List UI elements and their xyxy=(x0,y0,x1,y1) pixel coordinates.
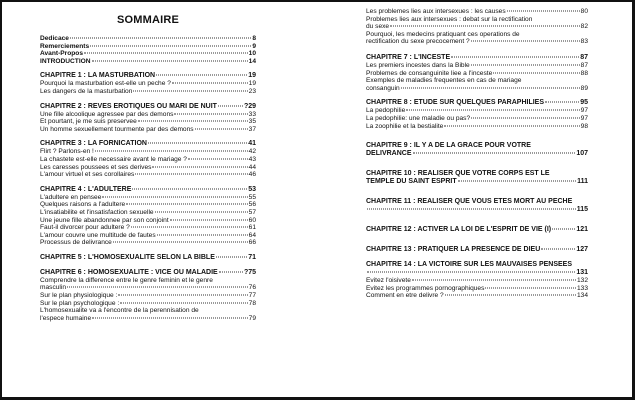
toc-page-number: 95 xyxy=(580,99,588,107)
toc-entry[interactable] xyxy=(40,171,256,179)
toc-right-column xyxy=(366,8,588,300)
toc-page-number: 82 xyxy=(580,23,588,31)
leader-dots xyxy=(118,295,247,296)
toc-chapter[interactable] xyxy=(40,103,256,111)
leader-dots xyxy=(451,56,579,57)
leader-dots xyxy=(170,219,248,220)
toc-entry[interactable] xyxy=(366,8,588,16)
toc-entry[interactable] xyxy=(366,62,588,70)
leader-dots xyxy=(84,53,248,54)
leader-dots xyxy=(188,158,248,159)
toc-page-number: 83 xyxy=(580,38,588,46)
toc-entry[interactable] xyxy=(40,35,256,43)
toc-entry-text: L'insatiabilite et l'insatisfaction sexuelle xyxy=(40,208,154,216)
toc-entry-text: CHAPITRE 4 : L'ADULTERE xyxy=(40,185,132,193)
leader-dots xyxy=(90,45,251,46)
leader-dots xyxy=(155,211,248,212)
leader-dots xyxy=(445,295,576,296)
toc-entry-text: Une fille alcoolique agressee par des demons xyxy=(40,110,174,118)
leader-dots xyxy=(485,287,576,288)
leader-dots xyxy=(507,11,580,12)
toc-entry[interactable] xyxy=(40,292,256,300)
leader-dots xyxy=(458,181,576,182)
toc-entry-text: Dedicace xyxy=(40,35,69,42)
toc-entry-text: Les dangers de la masturbation xyxy=(40,87,133,95)
toc-entry-text: Pourquoi la masturbation est-elle un peche ? xyxy=(40,80,171,88)
toc-entry-text: L'adultere en pensee xyxy=(40,193,102,201)
toc-page-number: 46 xyxy=(248,171,256,179)
toc-entry[interactable] xyxy=(40,209,256,217)
leader-dots xyxy=(412,280,576,281)
toc-entry[interactable] xyxy=(40,156,256,164)
toc-entry-text: Les problemes lies aux intersexues : les causes xyxy=(366,8,506,15)
leader-dots xyxy=(218,105,243,106)
toc-entry-text: CHAPITRE 7 : L'INCESTE xyxy=(366,53,451,61)
toc-page-number: 56 xyxy=(248,201,256,209)
leader-dots xyxy=(67,287,248,288)
toc-entry-line: CHAPITRE 10 : REALISER QUE VOTRE CORPS EST LE xyxy=(366,170,550,178)
toc-entry[interactable] xyxy=(366,115,588,123)
toc-entry[interactable] xyxy=(40,126,256,134)
toc-chapter[interactable] xyxy=(366,142,588,158)
toc-entry[interactable] xyxy=(40,118,256,126)
toc-entry[interactable] xyxy=(40,50,256,58)
toc-entry-text: CHAPITRE 13 : PRATIQUER LA PRESENCE DE DIEU xyxy=(366,246,541,254)
toc-entry-text: Avant-Propos xyxy=(40,50,83,58)
toc-entry-text: Un homme sexuellement tourmente par des demons xyxy=(40,125,194,133)
toc-page-number: 107 xyxy=(576,150,588,158)
toc-page-number: 77 xyxy=(248,292,256,300)
leader-dots xyxy=(133,90,247,91)
toc-entry-text: Flirt ? Parlons-en ! xyxy=(40,148,94,156)
toc-entry[interactable] xyxy=(366,16,588,31)
toc-entry-line: Comprendre la difference entre le genre feminin et le genre xyxy=(40,276,213,284)
toc-entry-text: Les caresses poussees et ses derives xyxy=(40,163,152,171)
toc-entry-text: masculin xyxy=(40,284,67,292)
toc-entry-text: Faut-il divorcer pour adultere ? xyxy=(40,224,130,232)
leader-dots xyxy=(541,249,575,250)
toc-entry-text: INTRODUCTION xyxy=(40,57,91,65)
toc-page-number: 87 xyxy=(580,53,588,61)
toc-entry-text: Comment en etre delivre ? xyxy=(366,292,444,300)
toc-entry-text: Sur le plan physiologique : xyxy=(40,292,118,300)
toc-page-number: 66 xyxy=(248,239,256,247)
leader-dots xyxy=(132,188,247,189)
toc-page-number: 134 xyxy=(576,292,588,300)
toc-page-number: 78 xyxy=(248,299,256,307)
toc-entry-text: du sexe xyxy=(366,23,390,31)
leader-dots xyxy=(70,38,251,39)
toc-entry-text: La pedophilie xyxy=(366,107,406,115)
toc-chapter[interactable] xyxy=(366,226,588,234)
leader-dots xyxy=(406,110,579,111)
toc-entry-text: CHAPITRE 12 : ACTIVER LA LOI DE L'ESPRIT DE VIE (I) xyxy=(366,226,552,234)
toc-entry[interactable] xyxy=(40,194,256,202)
leader-dots xyxy=(401,87,580,88)
toc-entry[interactable] xyxy=(40,58,256,66)
leader-dots xyxy=(367,272,575,273)
toc-entry[interactable] xyxy=(366,292,588,300)
toc-page-number: 88 xyxy=(580,69,588,77)
toc-page-number: 57 xyxy=(248,208,256,216)
toc-page-number: 23 xyxy=(248,87,256,95)
toc-page-number: 79 xyxy=(248,314,256,322)
toc-page-number: 121 xyxy=(576,226,588,234)
toc-entry-line: Pourquoi, les medecins pratiquant ces operations de xyxy=(366,30,520,38)
toc-page-number: 87 xyxy=(580,61,588,69)
toc-entry[interactable] xyxy=(40,217,256,225)
toc-entry-line: L'homosexualite va a l'encontre de la perennisation de xyxy=(40,307,199,315)
leader-dots xyxy=(413,153,576,154)
toc-entry-text: Et pourtant, je me suis preservee xyxy=(40,118,137,126)
toc-entry[interactable] xyxy=(366,31,588,46)
toc-page-number: 76 xyxy=(248,284,256,292)
leader-dots xyxy=(367,209,576,210)
toc-page-number: ?75 xyxy=(243,268,256,276)
toc-chapter[interactable] xyxy=(40,186,256,194)
toc-chapter[interactable] xyxy=(40,140,256,148)
toc-page-number: 19 xyxy=(248,72,256,80)
toc-page-number: 55 xyxy=(248,193,256,201)
leader-dots xyxy=(390,26,580,27)
toc-entry-text: consanguin xyxy=(366,84,400,92)
toc-page-number: ?29 xyxy=(243,102,256,110)
leader-dots xyxy=(444,125,579,126)
toc-chapter[interactable] xyxy=(366,54,588,62)
toc-entry-text: La chastete est-elle necessaire avant le mariage ? xyxy=(40,155,187,163)
toc-entry-text: TEMPLE DU SAINT ESPRIT xyxy=(366,178,457,186)
toc-chapter[interactable] xyxy=(40,72,256,80)
leader-dots xyxy=(131,227,248,228)
leader-dots xyxy=(156,75,247,76)
toc-page-number: 19 xyxy=(248,80,256,88)
toc-page-number: 44 xyxy=(248,163,256,171)
leader-dots xyxy=(148,143,247,144)
toc-chapter[interactable] xyxy=(366,170,588,186)
toc-entry[interactable] xyxy=(40,307,256,322)
toc-page-number: 53 xyxy=(248,185,256,193)
toc-chapter[interactable] xyxy=(366,198,588,214)
toc-entry[interactable] xyxy=(40,201,256,209)
leader-dots xyxy=(552,229,575,230)
leader-dots xyxy=(126,204,247,205)
toc-entry[interactable] xyxy=(366,70,588,78)
toc-entry-text: La pedophilie: une maladie ou pas? xyxy=(366,114,471,122)
toc-entry[interactable] xyxy=(40,300,256,308)
toc-entry[interactable] xyxy=(40,164,256,172)
toc-entry-text: Quelques raisons a l'adultere xyxy=(40,201,126,209)
leader-dots xyxy=(471,64,580,65)
toc-entry-text: Evitez l'oisivete xyxy=(366,277,411,285)
leader-dots xyxy=(216,256,247,257)
toc-page-number: 115 xyxy=(576,206,588,214)
leader-dots xyxy=(120,302,247,303)
leader-dots xyxy=(545,102,579,103)
toc-entry-line: CHAPITRE 9 : IL Y A DE LA GRACE POUR VOTRE xyxy=(366,142,531,150)
toc-page-number: 133 xyxy=(576,284,588,292)
leader-dots xyxy=(493,72,579,73)
toc-entry-text: L'amour couvre une multitude de fautes xyxy=(40,231,156,239)
toc-entry[interactable] xyxy=(40,148,256,156)
toc-page-number: 35 xyxy=(248,118,256,126)
leader-dots xyxy=(113,242,248,243)
toc-page-number: 89 xyxy=(580,84,588,92)
toc-entry[interactable] xyxy=(40,239,256,247)
toc-left-column xyxy=(40,8,256,322)
toc-page-number: 131 xyxy=(576,269,588,277)
toc-entry-line: Exemples de maladies frequentes en cas de mariage xyxy=(366,77,522,85)
toc-page-number: 41 xyxy=(248,140,256,148)
toc-entry-text: CHAPITRE 5 : L'HOMOSEXUALITE SELON LA BIBLE xyxy=(40,253,215,261)
toc-entry[interactable] xyxy=(366,107,588,115)
toc-entry[interactable] xyxy=(40,277,256,292)
toc-page-number: 127 xyxy=(576,246,588,254)
leader-dots xyxy=(92,60,248,61)
toc-page-number: 64 xyxy=(248,231,256,239)
toc-entry[interactable] xyxy=(366,285,588,293)
toc-entry[interactable] xyxy=(40,111,256,119)
toc-entry-text: Evitez les programmes pornographiques xyxy=(366,284,485,292)
toc-chapter[interactable] xyxy=(366,246,588,254)
toc-entry[interactable] xyxy=(40,88,256,96)
toc-entry-text: CHAPITRE 2 : REVES EROTIQUES OU MARI DE NUIT xyxy=(40,102,217,110)
toc-entry-line: Problemes lies aux intersexues : debat sur la rectification xyxy=(366,15,533,23)
toc-entry-text: Les premiers incestes dans la Bible xyxy=(366,61,470,69)
leader-dots xyxy=(138,121,248,122)
toc-entry-line: CHAPITRE 11 : REALISER QUE VOUS ETES MORT AU PECHE xyxy=(366,198,573,206)
toc-entry-text: La zoophilie et la bestialite xyxy=(366,122,444,130)
toc-page-number: 8 xyxy=(252,35,256,42)
toc-entry-text: Remerciements xyxy=(40,42,90,50)
toc-chapter[interactable] xyxy=(40,254,256,262)
toc-entry[interactable] xyxy=(366,277,588,285)
toc-page-number: 33 xyxy=(248,110,256,118)
toc-entry[interactable] xyxy=(40,232,256,240)
leader-dots xyxy=(152,166,247,167)
toc-entry-text: CHAPITRE 3 : LA FORNICATION xyxy=(40,140,147,148)
leader-dots xyxy=(102,196,247,197)
toc-entry-text: DELIVRANCE xyxy=(366,150,412,158)
toc-chapter[interactable] xyxy=(366,261,588,277)
toc-page-number: 10 xyxy=(248,50,256,58)
toc-entry[interactable] xyxy=(40,43,256,51)
toc-page-number: 43 xyxy=(248,155,256,163)
toc-page-number: 60 xyxy=(248,216,256,224)
toc-page-number: 61 xyxy=(248,224,256,232)
toc-entry-text: CHAPITRE 1 : LA MASTURBATION xyxy=(40,72,156,80)
toc-page-number: 9 xyxy=(252,42,256,50)
leader-dots xyxy=(157,234,248,235)
toc-entry-line: CHAPITRE 14 : LA VICTOIRE SUR LES MAUVAISES PENSEES xyxy=(366,261,573,269)
toc-entry-text: Une jeune fille abandonnee par son conjoint xyxy=(40,216,169,224)
toc-entry[interactable] xyxy=(40,224,256,232)
toc-page-number: 97 xyxy=(580,114,588,122)
leader-dots xyxy=(195,128,248,129)
leader-dots xyxy=(172,83,248,84)
toc-entry-text: Sur le plan psychologique : xyxy=(40,299,120,307)
toc-entry[interactable] xyxy=(366,77,588,92)
toc-chapter[interactable] xyxy=(40,269,256,277)
leader-dots xyxy=(471,41,580,42)
leader-dots xyxy=(95,151,248,152)
toc-page-number: 97 xyxy=(580,107,588,115)
leader-dots xyxy=(174,113,247,114)
toc-entry[interactable] xyxy=(366,123,588,131)
toc-entry[interactable] xyxy=(40,80,256,88)
toc-entry-text: L'amour virtuel et ses corollaires xyxy=(40,171,135,179)
toc-page-number: 37 xyxy=(248,125,256,133)
toc-page-number: 132 xyxy=(576,277,588,285)
toc-page-number: 80 xyxy=(580,8,588,15)
toc-page-number: 98 xyxy=(580,122,588,130)
leader-dots xyxy=(92,317,248,318)
toc-entry-text: CHAPITRE 6 : HOMOSEXUALITE : VICE OU MALADIE xyxy=(40,268,218,276)
leader-dots xyxy=(219,271,243,272)
leader-dots xyxy=(471,117,580,118)
toc-entry-text: Problemes de consanguinite liee a l'inceste xyxy=(366,69,493,77)
toc-entry-text: l'espece humaine xyxy=(40,314,92,322)
toc-entry-text: CHAPITRE 8 : ETUDE SUR QUELQUES PARAPHILIES xyxy=(366,99,545,107)
toc-page-number: 111 xyxy=(577,178,588,186)
toc-entry-text: Processus de delivrance xyxy=(40,239,112,247)
toc-page-number: 14 xyxy=(248,57,256,65)
toc-page-number: 71 xyxy=(248,253,256,261)
leader-dots xyxy=(135,174,247,175)
toc-entry-text: rectification du sexe precocement ? xyxy=(366,38,470,46)
toc-chapter[interactable] xyxy=(366,99,588,107)
toc-page-number: 42 xyxy=(248,148,256,156)
page-title: SOMMAIRE xyxy=(116,14,180,26)
